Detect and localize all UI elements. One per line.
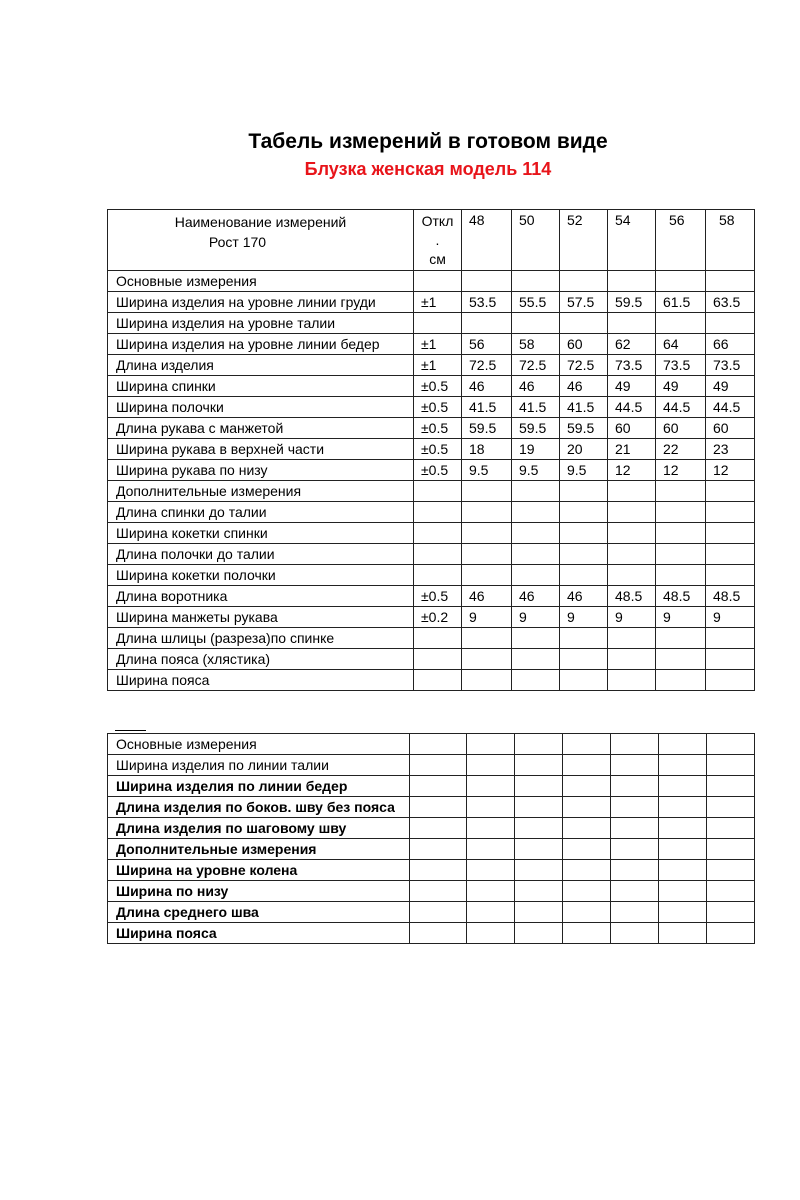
- tolerance-cell: [414, 565, 462, 586]
- value-cell: 46: [512, 376, 560, 397]
- empty-cell: [563, 881, 611, 902]
- table-row: [108, 860, 755, 881]
- empty-cell: [707, 923, 755, 944]
- value-cell: 44.5: [656, 397, 706, 418]
- tolerance-cell: ±0.2: [414, 607, 462, 628]
- value-cell: 46: [560, 586, 608, 607]
- empty-cell: [659, 818, 707, 839]
- value-cell: [512, 523, 560, 544]
- value-cell: 9: [512, 607, 560, 628]
- value-cell: 12: [656, 460, 706, 481]
- empty-cell: [467, 881, 515, 902]
- value-cell: 19: [512, 439, 560, 460]
- table-row: [108, 902, 755, 923]
- empty-cell: [563, 734, 611, 755]
- empty-cell: [659, 734, 707, 755]
- value-cell: [608, 271, 656, 292]
- value-cell: 9: [462, 607, 512, 628]
- page-title: Табель измерений в готовом виде: [248, 130, 608, 153]
- value-cell: 9: [608, 607, 656, 628]
- header-tolerance-line1: Откл: [421, 213, 454, 229]
- measurement-name-cell: Длина спинки до талии: [108, 502, 414, 523]
- value-cell: 41.5: [462, 397, 512, 418]
- tolerance-cell: ±1: [414, 292, 462, 313]
- empty-cell: [707, 776, 755, 797]
- value-cell: [560, 271, 608, 292]
- value-cell: [462, 502, 512, 523]
- value-cell: [560, 565, 608, 586]
- empty-cell: [467, 734, 515, 755]
- separator-dash: [115, 730, 146, 731]
- empty-cell: [707, 818, 755, 839]
- value-cell: 9.5: [560, 460, 608, 481]
- empty-cell: [611, 902, 659, 923]
- measurement-name-cell: Ширина изделия на уровне линии груди: [108, 292, 414, 313]
- header-size-cell: 50: [512, 210, 560, 271]
- empty-cell: [515, 881, 563, 902]
- tolerance-cell: ±0.5: [414, 439, 462, 460]
- measurement-name-cell: Ширина на уровне колена: [108, 860, 410, 881]
- empty-cell: [707, 902, 755, 923]
- empty-cell: [563, 839, 611, 860]
- tolerance-cell: [414, 271, 462, 292]
- value-cell: 44.5: [608, 397, 656, 418]
- empty-cell: [515, 860, 563, 881]
- value-cell: 59.5: [462, 418, 512, 439]
- value-cell: [462, 565, 512, 586]
- value-cell: [608, 481, 656, 502]
- value-cell: 12: [608, 460, 656, 481]
- measurement-name-cell: Ширина по низу: [108, 881, 410, 902]
- value-cell: 49: [608, 376, 656, 397]
- value-cell: 59.5: [608, 292, 656, 313]
- value-cell: [706, 565, 755, 586]
- value-cell: 60: [560, 334, 608, 355]
- tolerance-cell: [414, 628, 462, 649]
- value-cell: [706, 670, 755, 691]
- empty-cell: [611, 776, 659, 797]
- value-cell: [512, 481, 560, 502]
- tolerance-cell: ±0.5: [414, 460, 462, 481]
- value-cell: [656, 271, 706, 292]
- value-cell: 53.5: [462, 292, 512, 313]
- value-cell: [656, 649, 706, 670]
- measurement-name-cell: Ширина изделия на уровне талии: [108, 313, 414, 334]
- value-cell: [462, 649, 512, 670]
- empty-cell: [410, 860, 467, 881]
- value-cell: 63.5: [706, 292, 755, 313]
- value-cell: [560, 313, 608, 334]
- value-cell: [512, 565, 560, 586]
- empty-cell: [515, 797, 563, 818]
- tolerance-cell: [414, 544, 462, 565]
- value-cell: 72.5: [560, 355, 608, 376]
- empty-cell: [611, 860, 659, 881]
- value-cell: 64: [656, 334, 706, 355]
- empty-cell: [707, 860, 755, 881]
- value-cell: [512, 271, 560, 292]
- value-cell: 23: [706, 439, 755, 460]
- table-row: [108, 586, 755, 607]
- header-tolerance-line3: см: [429, 251, 446, 267]
- value-cell: [462, 523, 512, 544]
- value-cell: 72.5: [462, 355, 512, 376]
- value-cell: 20: [560, 439, 608, 460]
- value-cell: 48.5: [656, 586, 706, 607]
- value-cell: [608, 565, 656, 586]
- measurement-name-cell: Ширина кокетки полочки: [108, 565, 414, 586]
- value-cell: [706, 649, 755, 670]
- value-cell: 21: [608, 439, 656, 460]
- empty-cell: [563, 860, 611, 881]
- empty-cell: [563, 755, 611, 776]
- value-cell: 61.5: [656, 292, 706, 313]
- measurement-name-cell: Ширина рукава в верхней части: [108, 439, 414, 460]
- measurements-table: [107, 209, 755, 691]
- value-cell: [706, 313, 755, 334]
- empty-cell: [707, 797, 755, 818]
- table-row: [108, 565, 755, 586]
- value-cell: [462, 544, 512, 565]
- table-row: [108, 628, 755, 649]
- value-cell: 9: [706, 607, 755, 628]
- measurement-name-cell: Ширина изделия по линии талии: [108, 755, 410, 776]
- value-cell: 60: [706, 418, 755, 439]
- empty-cell: [563, 902, 611, 923]
- table-row: [108, 460, 755, 481]
- tolerance-cell: [414, 523, 462, 544]
- measurement-name-cell: Основные измерения: [108, 734, 410, 755]
- measurement-name-cell: Длина изделия: [108, 355, 414, 376]
- value-cell: 55.5: [512, 292, 560, 313]
- empty-cell: [467, 902, 515, 923]
- tolerance-cell: ±0.5: [414, 376, 462, 397]
- value-cell: 57.5: [560, 292, 608, 313]
- empty-cell: [467, 923, 515, 944]
- value-cell: [608, 313, 656, 334]
- empty-cell: [563, 818, 611, 839]
- value-cell: 60: [656, 418, 706, 439]
- value-cell: [706, 502, 755, 523]
- value-cell: [656, 481, 706, 502]
- empty-cell: [707, 839, 755, 860]
- measurement-name-cell: Ширина пояса: [108, 670, 414, 691]
- value-cell: [656, 670, 706, 691]
- tolerance-cell: [414, 649, 462, 670]
- table-row: [108, 376, 755, 397]
- empty-cell: [659, 776, 707, 797]
- table-row: [108, 797, 755, 818]
- value-cell: 41.5: [512, 397, 560, 418]
- value-cell: [560, 544, 608, 565]
- value-cell: [462, 628, 512, 649]
- empty-cell: [611, 923, 659, 944]
- table-row: [108, 776, 755, 797]
- value-cell: 9: [560, 607, 608, 628]
- measurement-name-cell: Длина пояса (хлястика): [108, 649, 414, 670]
- page-subtitle: Блузка женская модель 114: [304, 159, 552, 179]
- empty-cell: [563, 923, 611, 944]
- table-row: [108, 881, 755, 902]
- empty-cell: [515, 755, 563, 776]
- table-row: [108, 439, 755, 460]
- empty-cell: [410, 734, 467, 755]
- value-cell: [656, 523, 706, 544]
- empty-cell: [515, 839, 563, 860]
- table-row: [108, 755, 755, 776]
- header-name-line1: Наименование измерений: [174, 214, 347, 230]
- header-name-line2: Рост 170: [208, 234, 267, 250]
- value-cell: 56: [462, 334, 512, 355]
- value-cell: [512, 649, 560, 670]
- header-size-cell: 54: [608, 210, 656, 271]
- value-cell: 9: [656, 607, 706, 628]
- empty-cell: [659, 755, 707, 776]
- empty-cell: [410, 818, 467, 839]
- value-cell: [560, 502, 608, 523]
- empty-cell: [611, 755, 659, 776]
- tolerance-cell: ±1: [414, 355, 462, 376]
- value-cell: 59.5: [560, 418, 608, 439]
- measurement-name-cell: Длина воротника: [108, 586, 414, 607]
- table-row: [108, 355, 755, 376]
- table-row: [108, 839, 755, 860]
- value-cell: [512, 313, 560, 334]
- value-cell: [608, 544, 656, 565]
- tolerance-cell: [414, 502, 462, 523]
- empty-cell: [410, 755, 467, 776]
- value-cell: 9.5: [462, 460, 512, 481]
- table-row: [108, 544, 755, 565]
- empty-cell: [611, 881, 659, 902]
- empty-cell: [659, 902, 707, 923]
- header-size-cell: 58: [706, 210, 755, 271]
- empty-cell: [410, 797, 467, 818]
- value-cell: 73.5: [656, 355, 706, 376]
- value-cell: [560, 649, 608, 670]
- empty-cell: [410, 902, 467, 923]
- value-cell: 46: [462, 376, 512, 397]
- measurement-name-cell: Ширина манжеты рукава: [108, 607, 414, 628]
- measurement-name-cell: Дополнительные измерения: [108, 481, 414, 502]
- table-row: [108, 502, 755, 523]
- empty-cell: [467, 797, 515, 818]
- table-row: [108, 418, 755, 439]
- empty-cell: [467, 776, 515, 797]
- value-cell: [656, 313, 706, 334]
- value-cell: 66: [706, 334, 755, 355]
- table-row: [108, 607, 755, 628]
- table-row: [108, 818, 755, 839]
- table-row: [108, 397, 755, 418]
- header-size-cell: 48: [462, 210, 512, 271]
- value-cell: [706, 523, 755, 544]
- measurement-name-cell: Ширина кокетки спинки: [108, 523, 414, 544]
- value-cell: [608, 670, 656, 691]
- empty-cell: [515, 776, 563, 797]
- value-cell: [656, 544, 706, 565]
- empty-cell: [707, 881, 755, 902]
- value-cell: 41.5: [560, 397, 608, 418]
- empty-cell: [515, 902, 563, 923]
- value-cell: 46: [462, 586, 512, 607]
- empty-cell: [659, 797, 707, 818]
- value-cell: [706, 544, 755, 565]
- measurement-name-cell: Ширина изделия на уровне линии бедер: [108, 334, 414, 355]
- value-cell: 58: [512, 334, 560, 355]
- value-cell: [560, 523, 608, 544]
- tolerance-cell: [414, 670, 462, 691]
- measurement-name-cell: Длина рукава с манжетой: [108, 418, 414, 439]
- empty-cell: [410, 881, 467, 902]
- measurement-name-cell: Длина полочки до талии: [108, 544, 414, 565]
- empty-cell: [611, 797, 659, 818]
- bottom-measurements-table: [107, 733, 755, 944]
- value-cell: [462, 481, 512, 502]
- empty-cell: [611, 818, 659, 839]
- table-row: [108, 292, 755, 313]
- value-cell: 72.5: [512, 355, 560, 376]
- header-size-cell: 56: [656, 210, 706, 271]
- value-cell: 60: [608, 418, 656, 439]
- header-tolerance-cell: [414, 210, 462, 271]
- tolerance-cell: ±0.5: [414, 586, 462, 607]
- measurement-name-cell: Дополнительные измерения: [108, 839, 410, 860]
- empty-cell: [515, 818, 563, 839]
- value-cell: 12: [706, 460, 755, 481]
- value-cell: 48.5: [706, 586, 755, 607]
- value-cell: 49: [656, 376, 706, 397]
- empty-cell: [707, 755, 755, 776]
- measurement-name-cell: Длина шлицы (разреза)по спинке: [108, 628, 414, 649]
- value-cell: [512, 670, 560, 691]
- header-name-cell: [108, 210, 414, 271]
- value-cell: [462, 670, 512, 691]
- value-cell: [560, 481, 608, 502]
- value-cell: 18: [462, 439, 512, 460]
- value-cell: 48.5: [608, 586, 656, 607]
- measurement-name-cell: Ширина пояса: [108, 923, 410, 944]
- value-cell: 62: [608, 334, 656, 355]
- table-row: [108, 923, 755, 944]
- value-cell: 46: [560, 376, 608, 397]
- value-cell: [706, 481, 755, 502]
- value-cell: 9.5: [512, 460, 560, 481]
- value-cell: [656, 565, 706, 586]
- measurement-name-cell: Длина среднего шва: [108, 902, 410, 923]
- empty-cell: [515, 923, 563, 944]
- empty-cell: [467, 818, 515, 839]
- empty-cell: [611, 734, 659, 755]
- measurement-name-cell: Длина изделия по шаговому шву: [108, 818, 410, 839]
- value-cell: [608, 628, 656, 649]
- measurement-name-cell: Основные измерения: [108, 271, 414, 292]
- empty-cell: [611, 839, 659, 860]
- measurement-name-cell: Ширина полочки: [108, 397, 414, 418]
- table-header-row: [108, 210, 755, 271]
- value-cell: [512, 628, 560, 649]
- empty-cell: [563, 776, 611, 797]
- empty-cell: [467, 839, 515, 860]
- table-row: [108, 271, 755, 292]
- empty-cell: [563, 797, 611, 818]
- value-cell: [706, 628, 755, 649]
- value-cell: [560, 670, 608, 691]
- table-row: [108, 649, 755, 670]
- value-cell: 46: [512, 586, 560, 607]
- empty-cell: [515, 734, 563, 755]
- empty-cell: [659, 881, 707, 902]
- empty-cell: [659, 839, 707, 860]
- value-cell: [608, 502, 656, 523]
- empty-cell: [410, 776, 467, 797]
- tolerance-cell: [414, 313, 462, 334]
- value-cell: [462, 271, 512, 292]
- value-cell: 49: [706, 376, 755, 397]
- value-cell: [656, 628, 706, 649]
- value-cell: [706, 271, 755, 292]
- measurement-name-cell: Длина изделия по боков. шву без пояса: [108, 797, 410, 818]
- value-cell: [512, 502, 560, 523]
- empty-cell: [707, 734, 755, 755]
- empty-cell: [659, 923, 707, 944]
- table-row: [108, 523, 755, 544]
- value-cell: [656, 502, 706, 523]
- table-row: [108, 313, 755, 334]
- tolerance-cell: ±0.5: [414, 418, 462, 439]
- value-cell: [560, 628, 608, 649]
- empty-cell: [467, 860, 515, 881]
- empty-cell: [659, 860, 707, 881]
- table-row: [108, 481, 755, 502]
- value-cell: [462, 313, 512, 334]
- value-cell: 59.5: [512, 418, 560, 439]
- empty-cell: [410, 923, 467, 944]
- value-cell: 44.5: [706, 397, 755, 418]
- value-cell: [512, 544, 560, 565]
- measurement-name-cell: Ширина спинки: [108, 376, 414, 397]
- header-tolerance-line2: .: [435, 232, 440, 248]
- tolerance-cell: ±0.5: [414, 397, 462, 418]
- tolerance-cell: [414, 481, 462, 502]
- value-cell: [608, 649, 656, 670]
- empty-cell: [467, 755, 515, 776]
- value-cell: 73.5: [608, 355, 656, 376]
- value-cell: 73.5: [706, 355, 755, 376]
- table-row: [108, 334, 755, 355]
- empty-cell: [410, 839, 467, 860]
- value-cell: [608, 523, 656, 544]
- measurement-name-cell: Ширина изделия по линии бедер: [108, 776, 410, 797]
- header-size-cell: 52: [560, 210, 608, 271]
- value-cell: 22: [656, 439, 706, 460]
- tolerance-cell: ±1: [414, 334, 462, 355]
- measurement-name-cell: Ширина рукава по низу: [108, 460, 414, 481]
- table-row: [108, 734, 755, 755]
- table-row: [108, 670, 755, 691]
